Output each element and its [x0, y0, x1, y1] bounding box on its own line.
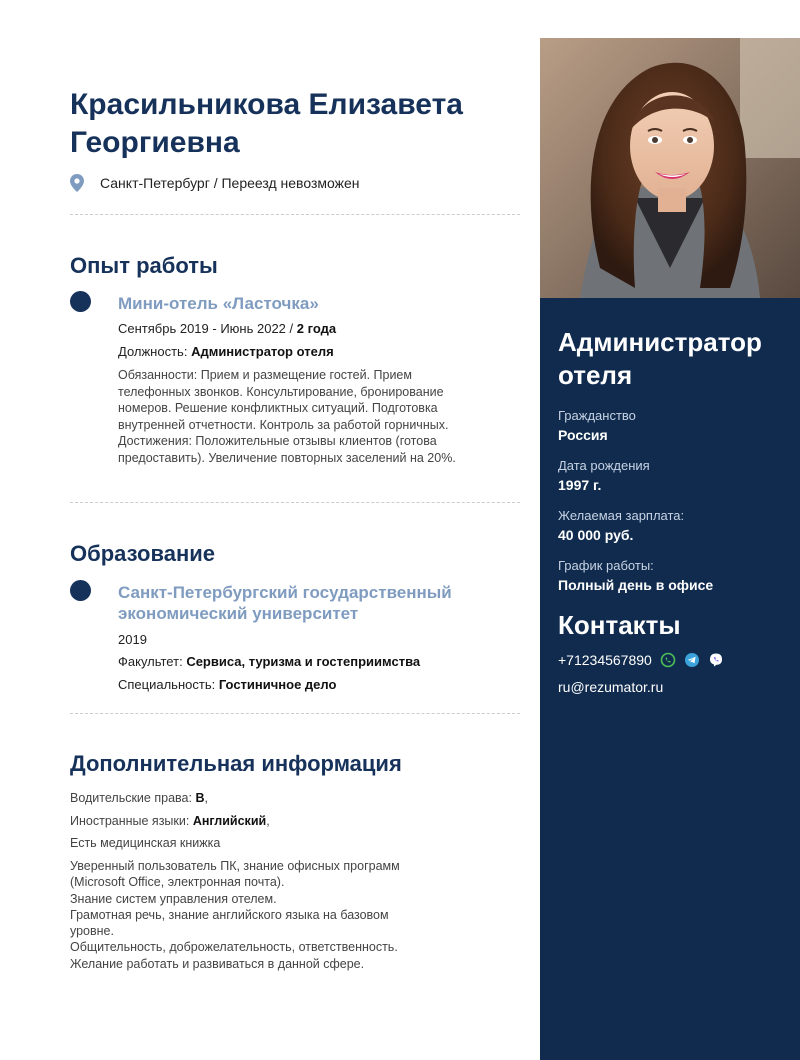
education-title: Образование — [70, 541, 215, 566]
phone-row — [558, 652, 724, 668]
experience-bullet — [70, 291, 91, 312]
schedule-label: График работы: — [558, 558, 654, 573]
specialty-value: Гостиничное дело — [218, 677, 337, 692]
location-text: Санкт-Петербург / Переезд невозможен — [100, 175, 360, 191]
salary-label: Желаемая зарплата: — [558, 508, 685, 523]
citizenship-label: Гражданство — [558, 408, 636, 423]
specialty-row — [118, 677, 336, 692]
whatsapp-icon[interactable] — [660, 652, 676, 668]
languages-row: Иностранные языки: Английский, — [70, 814, 270, 828]
contacts-title: Контакты — [558, 610, 681, 640]
graduation-year: 2019 — [118, 632, 147, 647]
location-row — [70, 174, 360, 192]
languages-label: Иностранные языки: — [70, 814, 190, 828]
sidebar — [540, 38, 800, 1060]
experience-period — [118, 321, 336, 336]
skill-line: Уверенный пользователь ПК, знание офисных программ — [70, 859, 400, 873]
license-value: B — [195, 791, 205, 805]
company-name: Мини-отель «Ласточка» — [118, 294, 319, 313]
divider — [70, 502, 520, 503]
email-address[interactable]: ru@rezumator.ru — [558, 679, 664, 695]
medical-book: Есть медицинская книжка — [70, 836, 221, 850]
specialty-label: Специальность: — [118, 677, 216, 692]
duration-text: 2 года — [296, 321, 337, 336]
phone-number[interactable]: +71234567890 — [558, 652, 652, 668]
university-name: Санкт-Петербургский государственный экономический университет — [118, 583, 452, 623]
schedule-value: Полный день в офисе — [558, 577, 714, 593]
skill-line: Общительность, доброжелательность, ответственность. — [70, 940, 398, 955]
profile-photo — [540, 38, 800, 298]
telegram-icon[interactable] — [684, 652, 700, 668]
divider — [70, 214, 520, 215]
skill-line: уровне. — [70, 924, 114, 939]
birth-label: Дата рождения — [558, 458, 650, 473]
additional-title: Дополнительная информация — [70, 751, 402, 776]
skill-line: (Microsoft Office, электронная почта). — [70, 875, 285, 890]
divider — [70, 713, 520, 714]
education-bullet — [70, 580, 91, 601]
faculty-value: Сервиса, туризма и гостеприимства — [186, 654, 421, 669]
faculty-row — [118, 654, 420, 669]
skills-block — [70, 858, 430, 972]
position-row — [118, 344, 334, 359]
position-value: Администратор отеля — [191, 344, 334, 359]
skill-line: Грамотная речь, знание английского языка на базовом — [70, 907, 389, 922]
citizenship-value: Россия — [558, 427, 608, 443]
faculty-label: Факультет: — [118, 654, 183, 669]
birth-value: 1997 г. — [558, 477, 602, 493]
license-row: Водительские права: B, — [70, 791, 208, 805]
experience-description: Обязанности: Прием и размещение гостей. Прием телефонных звонков. Консультирование, бронирование номеров. Решение конфликтных ситуаций. Подготовка внутренней отчетности. Контроль за работой горничных. Достижения: Положительные отзывы клиентов (готова предоставить). Увеличение повторных заселений на 20%. — [118, 368, 456, 465]
skill-line: Желание работать и развиваться в данной сфере. — [70, 956, 365, 971]
candidate-name: Красильникова Елизавета Георгиевна — [70, 88, 463, 159]
license-label: Водительские права: — [70, 791, 192, 805]
position-label: Должность: — [118, 344, 188, 359]
period-text: Сентябрь 2019 - Июнь 2022 / — [118, 321, 294, 336]
sidebar-position-title: Администратор отеля — [558, 327, 762, 390]
salary-value: 40 000 руб. — [558, 527, 634, 543]
languages-value: Английский — [192, 814, 267, 828]
location-pin-icon — [70, 174, 88, 192]
skill-line: Знание систем управления отелем. — [70, 891, 277, 906]
viber-icon[interactable] — [708, 652, 724, 668]
experience-title: Опыт работы — [70, 253, 218, 278]
